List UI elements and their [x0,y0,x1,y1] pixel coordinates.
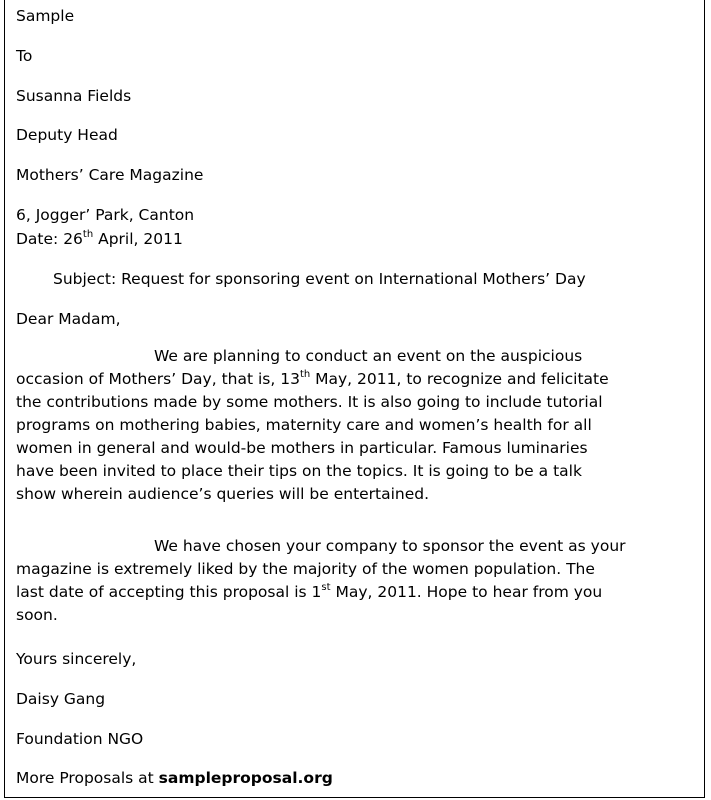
header-label: Sample [16,7,75,25]
sender-org: Foundation NGO [16,730,144,748]
letter-date: Date: 26th April, 2011 [16,229,183,248]
to-label: To [16,47,33,65]
subject-line: Subject: Request for sponsoring event on International Mothers’ Day [53,270,586,288]
sender-name: Daisy Gang [16,690,106,708]
footer-site-link[interactable]: sampleproposal.org [158,769,333,787]
salutation: Dear Madam, [16,310,121,328]
recipient-name: Susanna Fields [16,87,132,105]
body-paragraph-2: We have chosen your company to sponsor the event as your magazine is extremely liked by the majority of the women population. The last date of accepting this proposal is 1st May, 2011. Hope to hear from you soon. [16,537,626,624]
recipient-org: Mothers’ Care Magazine [16,166,204,184]
footer-credit: More Proposals at sampleproposal.org [16,769,333,787]
letter-page [4,0,705,798]
recipient-address: 6, Jogger’ Park, Canton [16,206,195,224]
recipient-title: Deputy Head [16,126,118,144]
body-paragraph-1: We are planning to conduct an event on the auspicious occasion of Mothers’ Day, that is, 13th May, 2011, to recognize and felicitate the contributions made by some mothers. It is also going to include tutorial programs on mothering babies, maternity care and women’s health for all women in general and would-be mothers in particular. Famous luminaries have been invited to place their tips on the topics. It is going to be a talk show wherein audience’s queries will be entertained. [16,347,609,503]
closing: Yours sincerely, [16,650,137,668]
